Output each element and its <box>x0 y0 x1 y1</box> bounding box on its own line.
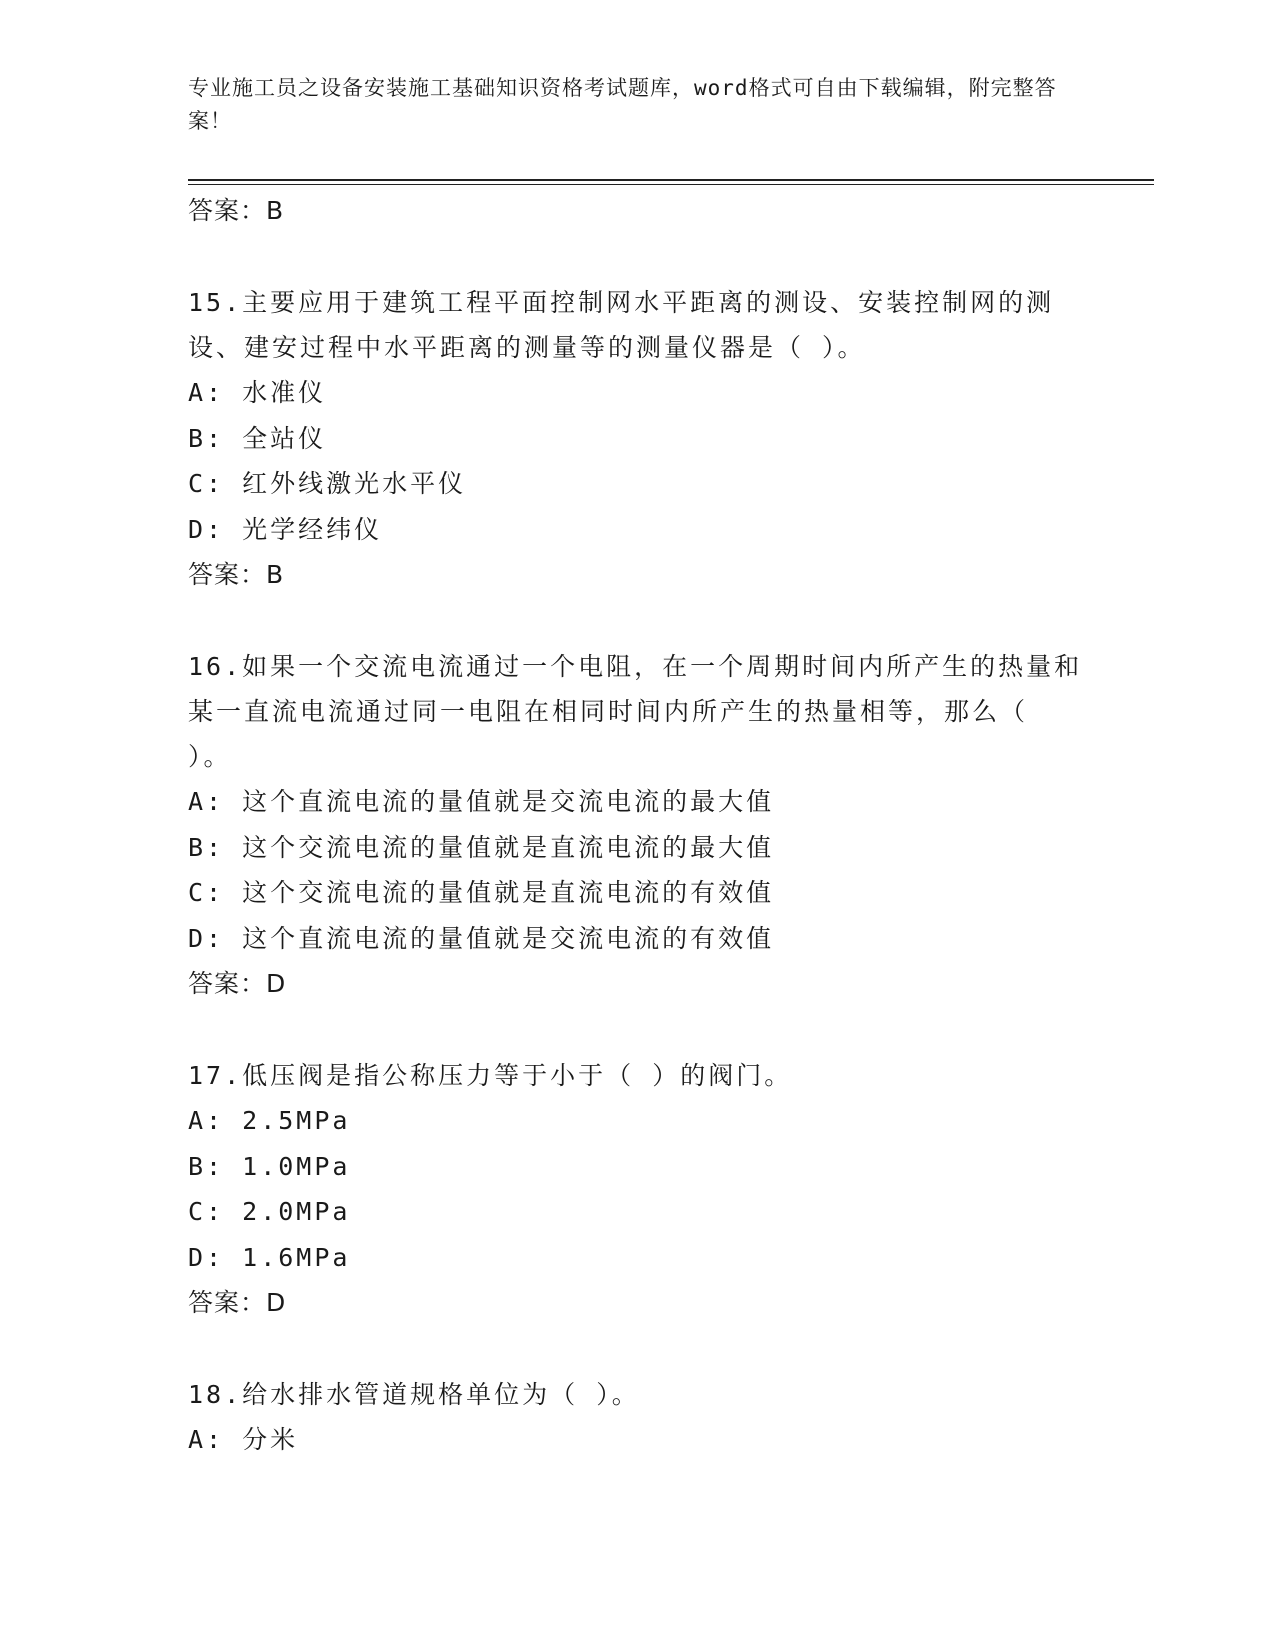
option-c: C: 2.0MPa <box>188 1197 351 1226</box>
answer-line: 答案：D <box>188 969 287 998</box>
header-divider-thin <box>188 184 1154 185</box>
question-18 <box>188 1372 1088 1463</box>
spacer <box>188 1326 1088 1372</box>
answer-line: 答案：D <box>188 1288 287 1317</box>
option-b: B: 1.0MPa <box>188 1151 351 1181</box>
option-a: A: 2.5MPa <box>188 1106 351 1135</box>
question-stem: 16.如果一个交流电流通过一个电阻，在一个周期时间内所产生的热量和某一直流电流通过同一电阻在相同时间内所产生的热量相等，那么（ ）。 <box>188 652 1083 771</box>
option-d: D: 这个直流电流的量值就是交流电流的有效值 <box>188 923 775 953</box>
answer-line: 答案：B <box>188 196 285 225</box>
option-a: A: 这个直流电流的量值就是交流电流的最大值 <box>188 787 775 816</box>
option-c: C: 这个交流电流的量值就是直流电流的有效值 <box>188 878 775 907</box>
question-15 <box>188 280 1088 598</box>
question-17 <box>188 1053 1088 1326</box>
option-a: A: 分米 <box>188 1425 299 1454</box>
spacer <box>188 234 1088 280</box>
question-stem: 15.主要应用于建筑工程平面控制网水平距离的测设、安装控制网的测设、建安过程中水平距离的测量等的测量仪器是（ ）。 <box>188 288 1055 362</box>
option-b: B: 这个交流电流的量值就是直流电流的最大值 <box>188 832 775 862</box>
question-stem: 18.给水排水管道规格单位为（ ）。 <box>188 1380 640 1409</box>
header-divider-thick <box>188 179 1154 181</box>
spacer <box>188 598 1088 644</box>
question-list <box>188 188 1088 1463</box>
answer-line: 答案：B <box>188 560 285 589</box>
option-a: A: 水准仪 <box>188 378 327 407</box>
header-note: 专业施工员之设备安装施工基础知识资格考试题库，word格式可自由下载编辑，附完整答案！ <box>188 76 1057 133</box>
option-b: B: 全站仪 <box>188 423 327 453</box>
option-d: D: 1.6MPa <box>188 1242 351 1272</box>
spacer <box>188 1007 1088 1053</box>
option-d: D: 光学经纬仪 <box>188 514 383 544</box>
option-c: C: 红外线激光水平仪 <box>188 469 467 498</box>
question-stem: 17.低压阀是指公称压力等于小于（ ）的阀门。 <box>188 1061 793 1090</box>
question-16 <box>188 644 1088 1007</box>
